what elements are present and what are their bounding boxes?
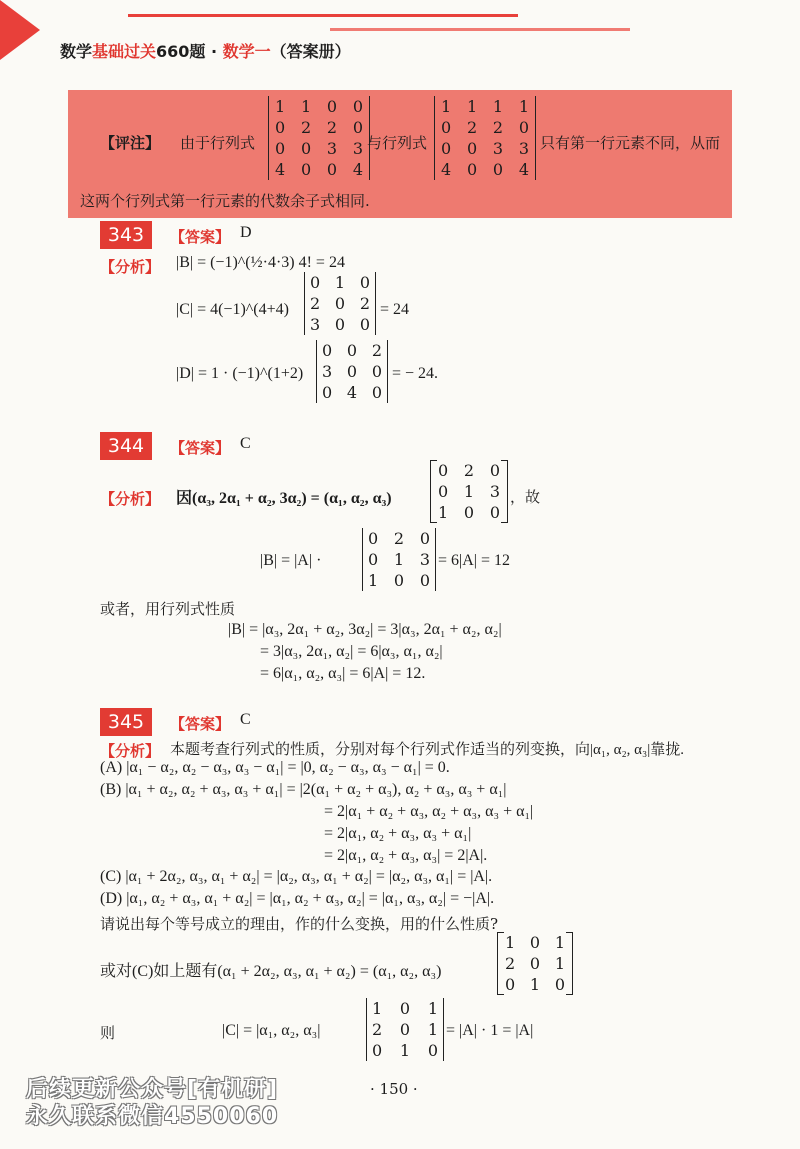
det-345-row bbox=[372, 1019, 438, 1040]
alt-intro: 或者，用行列式性质 bbox=[100, 600, 236, 618]
matrix-344-row bbox=[430, 502, 508, 523]
det-344-cell: 2 bbox=[393, 529, 405, 548]
matrix-345-cell: 1 bbox=[554, 933, 565, 952]
analysis-label: 【分析】 bbox=[100, 742, 161, 760]
det-344-row bbox=[368, 570, 430, 591]
remark-det1-cell: 1 bbox=[300, 97, 312, 116]
remark-det2-cell: 0 bbox=[441, 139, 452, 158]
question-number-343: 343 bbox=[100, 221, 152, 249]
det-c-cell: 2 bbox=[359, 294, 370, 313]
remark-det1-row bbox=[275, 138, 363, 159]
remark-det1-cell: 0 bbox=[300, 160, 312, 179]
remark-text: 只有第一行元素不同，从而 bbox=[540, 134, 721, 152]
det-345-cell: 1 bbox=[372, 999, 383, 1018]
remark-determinant-2 bbox=[434, 96, 536, 180]
det-c-cell: 0 bbox=[359, 273, 370, 292]
remark-det2-row bbox=[441, 159, 529, 180]
remark-determinant-1 bbox=[268, 96, 370, 180]
det-c-cell: 0 bbox=[334, 294, 346, 313]
det-d-row bbox=[322, 340, 382, 361]
option-a-line: (A) |α₁ − α₂, α₂ − α₃, α₃ − α₁| = |0, α₂ − α₃, α₃ − α₁| = 0. bbox=[100, 759, 450, 776]
det-344-cell: 0 bbox=[393, 571, 405, 590]
option-b-line: (B) |α₁ + α₂, α₂ + α₃, α₃ + α₁| = |2(α₁ + α₂ + α₃), α₂ + α₃, α₃ + α₁| bbox=[100, 781, 507, 798]
remark-det2-cell: 3 bbox=[492, 139, 504, 158]
watermark-line-1: 后续更新公众号[有机研] bbox=[26, 1077, 279, 1102]
formula-line: |C| = 4(−1)^(4+4) bbox=[176, 301, 289, 318]
option-b-line: = 2|α₁ + α₂ + α₃, α₂ + α₃, α₃ + α₁| bbox=[324, 803, 534, 820]
det-d-cell: 3 bbox=[322, 362, 333, 381]
det-c-cell: 3 bbox=[310, 315, 321, 334]
remark-det1-cell: 0 bbox=[326, 97, 338, 116]
det-c-cell: 1 bbox=[334, 273, 346, 292]
option-b-line: = 2|α₁, α₂ + α₃, α₃ + α₁| bbox=[324, 825, 472, 842]
matrix-345-row bbox=[497, 932, 573, 953]
matrix-344-row bbox=[430, 481, 508, 502]
matrix-344-cell: 0 bbox=[489, 461, 500, 480]
remark-det1-cell: 0 bbox=[275, 139, 286, 158]
answer-value: C bbox=[240, 711, 251, 728]
matrix-344-cell: 1 bbox=[438, 503, 449, 522]
then-line: |C| = |α₁, α₂, α₃| bbox=[222, 1022, 321, 1039]
question-number-345: 345 bbox=[100, 708, 152, 736]
remark-det2-cell: 0 bbox=[492, 160, 504, 179]
formula-line: = 6|A| = 12 bbox=[438, 552, 511, 569]
alt-line: 或对(C)如上题有(α₁ + 2α₂, α₃, α₁ + α₂) = (α₁, α₂, α₃) bbox=[100, 963, 442, 980]
then-label: 则 bbox=[100, 1024, 116, 1042]
det-c-row bbox=[310, 293, 370, 314]
remark-det1-row bbox=[275, 159, 363, 180]
remark-det2-row bbox=[441, 96, 529, 117]
matrix-345-cell: 1 bbox=[505, 933, 516, 952]
matrix-345-cell: 0 bbox=[554, 975, 565, 994]
matrix-344-cell: 3 bbox=[489, 482, 500, 501]
answer-label: 【答案】 bbox=[170, 715, 231, 733]
remark-det1-row bbox=[275, 117, 363, 138]
header-play-icon bbox=[0, 0, 40, 60]
det-d-cell: 2 bbox=[371, 341, 382, 360]
remark-det1-cell: 2 bbox=[326, 118, 338, 137]
remark-det2-row bbox=[441, 117, 529, 138]
option-b-line: = 2|α₁, α₂ + α₃, α₃| = 2|A|. bbox=[324, 847, 488, 864]
remark-det1-cell: 2 bbox=[300, 118, 312, 137]
option-c-line: (C) |α₁ + 2α₂, α₃, α₁ + α₂| = |α₂, α₃, α₁ + α₂| = |α₂, α₃, α₁| = |A|. bbox=[100, 868, 493, 885]
matrix-345-cell: 0 bbox=[529, 954, 541, 973]
det-c-cell: 0 bbox=[334, 315, 346, 334]
det-c-row bbox=[310, 272, 370, 293]
formula-line: = 24 bbox=[380, 301, 410, 318]
remark-det1-cell: 1 bbox=[275, 97, 286, 116]
remark-det2-cell: 1 bbox=[492, 97, 504, 116]
det-c-cell: 2 bbox=[310, 294, 321, 313]
remark-det2-cell: 0 bbox=[518, 118, 529, 137]
matrix-344-cell: 0 bbox=[489, 503, 500, 522]
remark-det2-cell: 1 bbox=[441, 97, 452, 116]
det-d-cell: 0 bbox=[346, 362, 358, 381]
remark-det2-cell: 2 bbox=[466, 118, 478, 137]
matrix-345 bbox=[497, 932, 573, 995]
det-d-cell: 0 bbox=[346, 341, 358, 360]
det-345-cell: 2 bbox=[372, 1020, 383, 1039]
option-d-line: (D) |α₁, α₂ + α₃, α₁ + α₂| = |α₁, α₂ + α₃, α₂| = |α₁, α₃, α₂| = −|A|. bbox=[100, 890, 495, 907]
remark-det2-cell: 0 bbox=[466, 139, 478, 158]
det-d-cell: 0 bbox=[322, 341, 333, 360]
matrix-344-row bbox=[430, 460, 508, 481]
det-345-row bbox=[372, 1040, 438, 1061]
remark-det2-cell: 2 bbox=[492, 118, 504, 137]
det-345-cell: 0 bbox=[372, 1041, 383, 1060]
remark-det1-cell: 3 bbox=[326, 139, 338, 158]
remark-det1-row bbox=[275, 96, 363, 117]
remark-det1-cell: 4 bbox=[275, 160, 286, 179]
matrix-344-cell: 0 bbox=[438, 482, 449, 501]
answer-label: 【答案】 bbox=[170, 228, 231, 246]
analysis-label: 【分析】 bbox=[100, 490, 161, 508]
determinant-344 bbox=[362, 528, 436, 591]
remark-det1-cell: 0 bbox=[352, 118, 363, 137]
matrix-345-cell: 1 bbox=[529, 975, 541, 994]
analysis-label: 【分析】 bbox=[100, 258, 161, 276]
remark-det1-cell: 0 bbox=[326, 160, 338, 179]
det-344-cell: 0 bbox=[368, 529, 379, 548]
det-344-cell: 0 bbox=[419, 571, 430, 590]
answer-value: C bbox=[240, 435, 251, 452]
remark-det1-cell: 0 bbox=[300, 139, 312, 158]
answer-label: 【答案】 bbox=[170, 439, 231, 457]
det-c-row bbox=[310, 314, 370, 335]
det-344-cell: 1 bbox=[368, 571, 379, 590]
remark-det2-cell: 0 bbox=[466, 160, 478, 179]
answer-value: D bbox=[240, 224, 252, 241]
det-344-cell: 0 bbox=[419, 529, 430, 548]
det-d-row bbox=[322, 361, 382, 382]
remark-det2-cell: 4 bbox=[441, 160, 452, 179]
header-title: 数学基础过关660题 · 数学一（答案册） bbox=[60, 42, 351, 61]
det-345-cell: 1 bbox=[427, 999, 438, 1018]
remark-det2-cell: 3 bbox=[518, 139, 529, 158]
remark-det2-cell: 1 bbox=[518, 97, 529, 116]
matrix-344 bbox=[430, 460, 508, 523]
formula-line: |B| = |A| · bbox=[260, 552, 322, 569]
determinant-d bbox=[316, 340, 388, 403]
det-345-cell: 0 bbox=[427, 1041, 438, 1060]
remark-det2-cell: 1 bbox=[466, 97, 478, 116]
det-344-cell: 1 bbox=[393, 550, 405, 569]
remark-label: 【评注】 bbox=[100, 134, 161, 152]
matrix-345-cell: 0 bbox=[529, 933, 541, 952]
watermark-line-2: 永久联系微信4550060 bbox=[26, 1104, 279, 1129]
det-345-row bbox=[372, 998, 438, 1019]
header-decor-line bbox=[128, 14, 518, 17]
det-345-cell: 1 bbox=[427, 1020, 438, 1039]
remark-det1-cell: 0 bbox=[352, 97, 363, 116]
remark-text: 与行列式 bbox=[367, 134, 428, 152]
matrix-344-cell: 0 bbox=[463, 503, 475, 522]
det-345-cell: 1 bbox=[399, 1041, 411, 1060]
formula-line: = − 24. bbox=[392, 365, 439, 382]
formula-line: |B| = (−1)^(½·4·3) 4! = 24 bbox=[176, 254, 345, 271]
formula-line: |D| = 1 · (−1)^(1+2) bbox=[176, 365, 304, 382]
remark-det2-row bbox=[441, 138, 529, 159]
matrix-345-cell: 1 bbox=[554, 954, 565, 973]
intro-line: 本题考查行列式的性质，分别对每个行列式作适当的列变换，向|α₁, α₂, α₃|靠拢. bbox=[170, 742, 685, 758]
then-line: = |A| · 1 = |A| bbox=[446, 1022, 534, 1039]
det-344-cell: 0 bbox=[368, 550, 379, 569]
determinant-c bbox=[304, 272, 376, 335]
remark-text: 这两个行列式第一行元素的代数余子式相同. bbox=[80, 192, 370, 210]
remark-det1-cell: 3 bbox=[352, 139, 363, 158]
remark-det1-cell: 4 bbox=[352, 160, 363, 179]
page-number: · 150 · bbox=[370, 1080, 418, 1098]
det-344-row bbox=[368, 528, 430, 549]
alt-line: = 3|α₃, 2α₁, α₂| = 6|α₃, α₁, α₂| bbox=[260, 643, 443, 660]
det-d-cell: 4 bbox=[346, 383, 358, 402]
matrix-344-cell: 1 bbox=[463, 482, 475, 501]
det-344-cell: 3 bbox=[419, 550, 430, 569]
remark-det2-cell: 0 bbox=[441, 118, 452, 137]
alt-line: |B| = |α₃, 2α₁ + α₂, 3α₂| = 3|α₃, 2α₁ + α₂, α₂| bbox=[228, 621, 502, 638]
remark-det2-cell: 4 bbox=[518, 160, 529, 179]
remark-text: 由于行列式 bbox=[180, 134, 256, 152]
formula-line: ，故 bbox=[510, 488, 541, 506]
det-344-row bbox=[368, 549, 430, 570]
matrix-345-row bbox=[497, 953, 573, 974]
det-c-cell: 0 bbox=[359, 315, 370, 334]
matrix-344-cell: 0 bbox=[438, 461, 449, 480]
matrix-344-cell: 2 bbox=[463, 461, 475, 480]
det-d-cell: 0 bbox=[322, 383, 333, 402]
question-line: 请说出每个等号成立的理由，作的什么变换，用的什么性质? bbox=[100, 915, 499, 933]
matrix-345-cell: 0 bbox=[505, 975, 516, 994]
matrix-345-row bbox=[497, 974, 573, 995]
remark-det1-cell: 0 bbox=[275, 118, 286, 137]
formula-line: 因(α₃, 2α₁ + α₂, 3α₂) = (α₁, α₂, α₃) bbox=[176, 490, 392, 507]
header-decor-line bbox=[330, 28, 630, 31]
determinant-345 bbox=[366, 998, 444, 1061]
alt-line: = 6|α₁, α₂, α₃| = 6|A| = 12. bbox=[260, 665, 426, 682]
det-d-row bbox=[322, 382, 382, 403]
det-345-cell: 0 bbox=[399, 1020, 411, 1039]
det-345-cell: 0 bbox=[399, 999, 411, 1018]
matrix-345-cell: 2 bbox=[505, 954, 516, 973]
question-number-344: 344 bbox=[100, 432, 152, 460]
det-d-cell: 0 bbox=[371, 362, 382, 381]
det-c-cell: 0 bbox=[310, 273, 321, 292]
det-d-cell: 0 bbox=[371, 383, 382, 402]
